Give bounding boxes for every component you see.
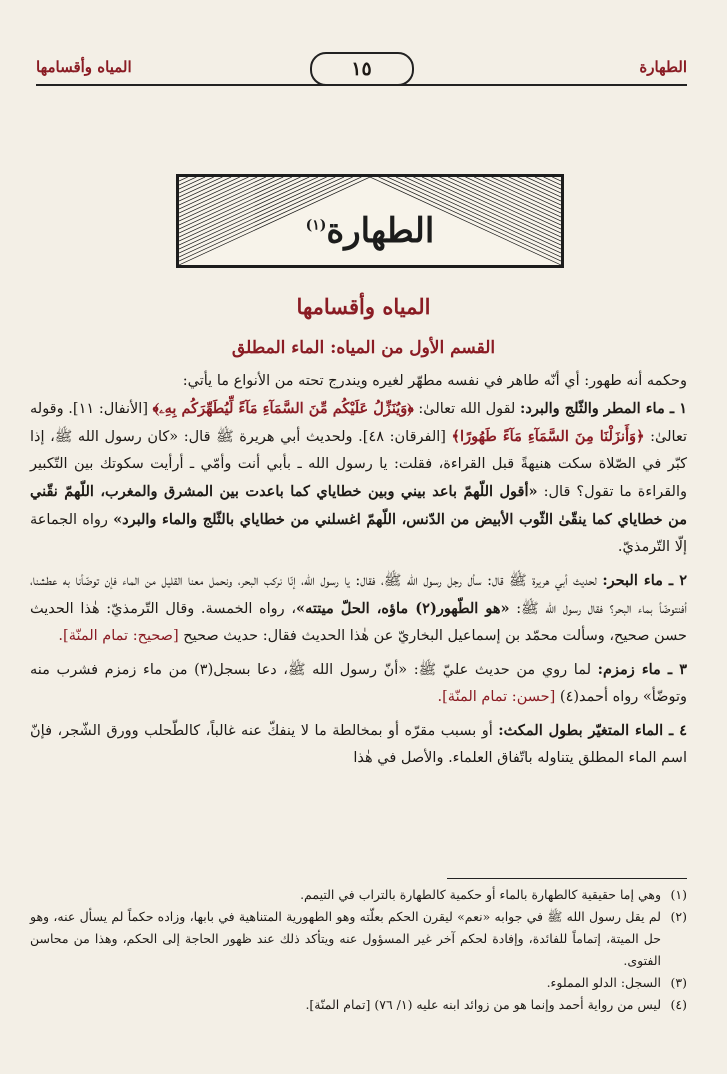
subheading: القسم الأول من المياه: الماء المطلق: [231, 338, 496, 358]
footnote-text: السجل: الدلو المملوء.: [546, 975, 661, 990]
running-header: [36, 52, 687, 86]
footnote-number: (٤): [670, 997, 687, 1012]
item-1-lead: ١ ـ ماء المطر والثّلج والبرد:: [520, 400, 687, 417]
item-1-ref-1: [الأنفال: ١١]. وقوله تعالىٰ:: [30, 401, 687, 445]
footnote: [30, 994, 687, 1016]
item-1-verse-1: ﴿وَيُنَزِّلُ عَلَيْكُم مِّنَ السَّمَآءِ مَآءً لِّيُطَهِّرَكُم بِهِۦ﴾: [152, 400, 414, 417]
item-1-end: رواه الجماعة إلّا التّرمذيّ.: [30, 512, 687, 555]
footnote-text: ليس من رواية أحمد وإنما هو من زوائد ابنه عليه (١/ ٧٦) [تمام المنّة].: [305, 997, 661, 1012]
item-4-lead: ٤ ـ الماء المتغيّر بطول المكث:: [498, 722, 688, 739]
item-2-lead: ٢ ـ ماء البحر:: [602, 572, 687, 589]
chapter-title-frame: [176, 174, 564, 268]
header-chapter-title: الطهارة: [639, 58, 687, 76]
paragraph-item-2: [30, 567, 687, 650]
item-3-lead: ٣ ـ ماء زمزم:: [597, 661, 687, 678]
header-rule: [36, 84, 687, 86]
footnote-number: (٣): [670, 975, 687, 990]
chapter-title: [179, 211, 561, 251]
page-number: ١٥: [310, 52, 414, 86]
footnote-text: لم يقل رسول الله ﷺ في جوابه «نعم» ليقرن الحكم بعلّته وهو الطهورية المتناهية في بابها، وزاده حكماً لم يسأل عنه، وهو حل الميتة، إتماماً للفائدة، وإفادة لحكم آخر غير المسؤول عنه ويتأكد ذلك عند ظهور الحاجة إلى الحكم، وهذا من محاسن الفتوى.: [30, 909, 661, 968]
footnote: [30, 972, 687, 994]
paragraph-item-3: [30, 656, 687, 711]
item-3-text: لما روي من حديث عليّ ﷺ: «أنّ رسول الله ﷺ، دعا بسجل(٣) من ماء زمزم فشرب منه وتوضّأ» رواه أحمد(٤): [30, 662, 687, 705]
footnote: [30, 884, 687, 906]
item-2-grading: [صحيح: تمام المنّة].: [58, 628, 179, 644]
item-2-text: لحديث أبي هريرة ﷺ قال: سأل رجل رسول الله ﷺ، فقال: يا رسول الله، إنّا نركب البحر، ونحمل معنا القليل من الماء فإن توضّأنا به عطشنا، أفنتوضّأ بماء البحر؟ فقال رسول الله ﷺ:: [30, 573, 687, 617]
footnote: [30, 906, 687, 972]
paragraph-item-4: [30, 717, 687, 772]
chapter-title-text: الطهارة: [326, 211, 435, 251]
footnotes: [30, 884, 687, 1016]
footnote-number: (١): [670, 887, 687, 902]
footnote-text: وهي إما حقيقية كالطهارة بالماء أو حكمية كالطهارة بالتراب في التيمم.: [300, 887, 661, 902]
paragraph-intro: وحكمه أنه طهور: أي أنّه طاهر في نفسه مطهّر لغيره ويندرج تحته من الأنواع ما يأتي:: [182, 373, 687, 389]
section-heading: المياه وأقسامها: [296, 294, 431, 319]
footnote-rule: [447, 878, 687, 879]
item-1-hadith-intro: [الفرقان: ٤٨]. ولحديث أبي هريرة ﷺ قال: «كان رسول الله ﷺ، إذا كبّر في الصّلاة سكت هنيهةً قبل القراءة، فقلت: يا رسول الله ـ بأبي أنت وأمّي ـ أرأيت سكوتك بين التّكبير والقراءة ما تقول؟ قال:: [30, 429, 688, 500]
item-3-grading: [حسن: تمام المنّة].: [437, 689, 556, 705]
header-section-title: المياه وأقسامها: [36, 58, 132, 76]
item-2-hadith: «هو الطّهور(٢) ماؤه، الحلّ ميتته»: [296, 600, 510, 617]
item-1-verse-2: ﴿وَأَنزَلْنَا مِنَ السَّمَآءِ مَآءً طَهُورًا﴾: [451, 428, 645, 445]
chapter-title-footnote-mark: (١): [305, 217, 327, 234]
item-1-dua: «أقول اللّهمّ باعد بيني وبين خطاياي كما باعدت بين المشرق والمغرب، اللّهمّ نقّني من خطاياي كما ينقّىٰ الثّوب الأبيض من الدّنس، اللّهمّ اغسلني من خطاياي بالثّلج والماء والبرد»: [30, 483, 687, 528]
item-4-text: أو بسبب مقرّه أو بمخالطة ما لا ينفكّ عنه غالباً، كالطّحلب وورق الشّجر، فإنّ اسم الماء المطلق يتناوله باتّفاق العلماء. والأصل في هٰذا: [30, 723, 687, 766]
item-1-text: لقول الله تعالىٰ:: [413, 401, 521, 417]
footnote-number: (٢): [670, 909, 687, 924]
paragraph-item-1: [30, 395, 687, 561]
item-2-text-b: ، رواه الخمسة. وقال التّرمذيّ: هٰذا الحديث حسن صحيح، وسألت محمّد بن إسماعيل البخاريّ عن هٰذا الحديث فقال: حديث صحيح: [30, 601, 687, 644]
body-text: [30, 368, 687, 772]
